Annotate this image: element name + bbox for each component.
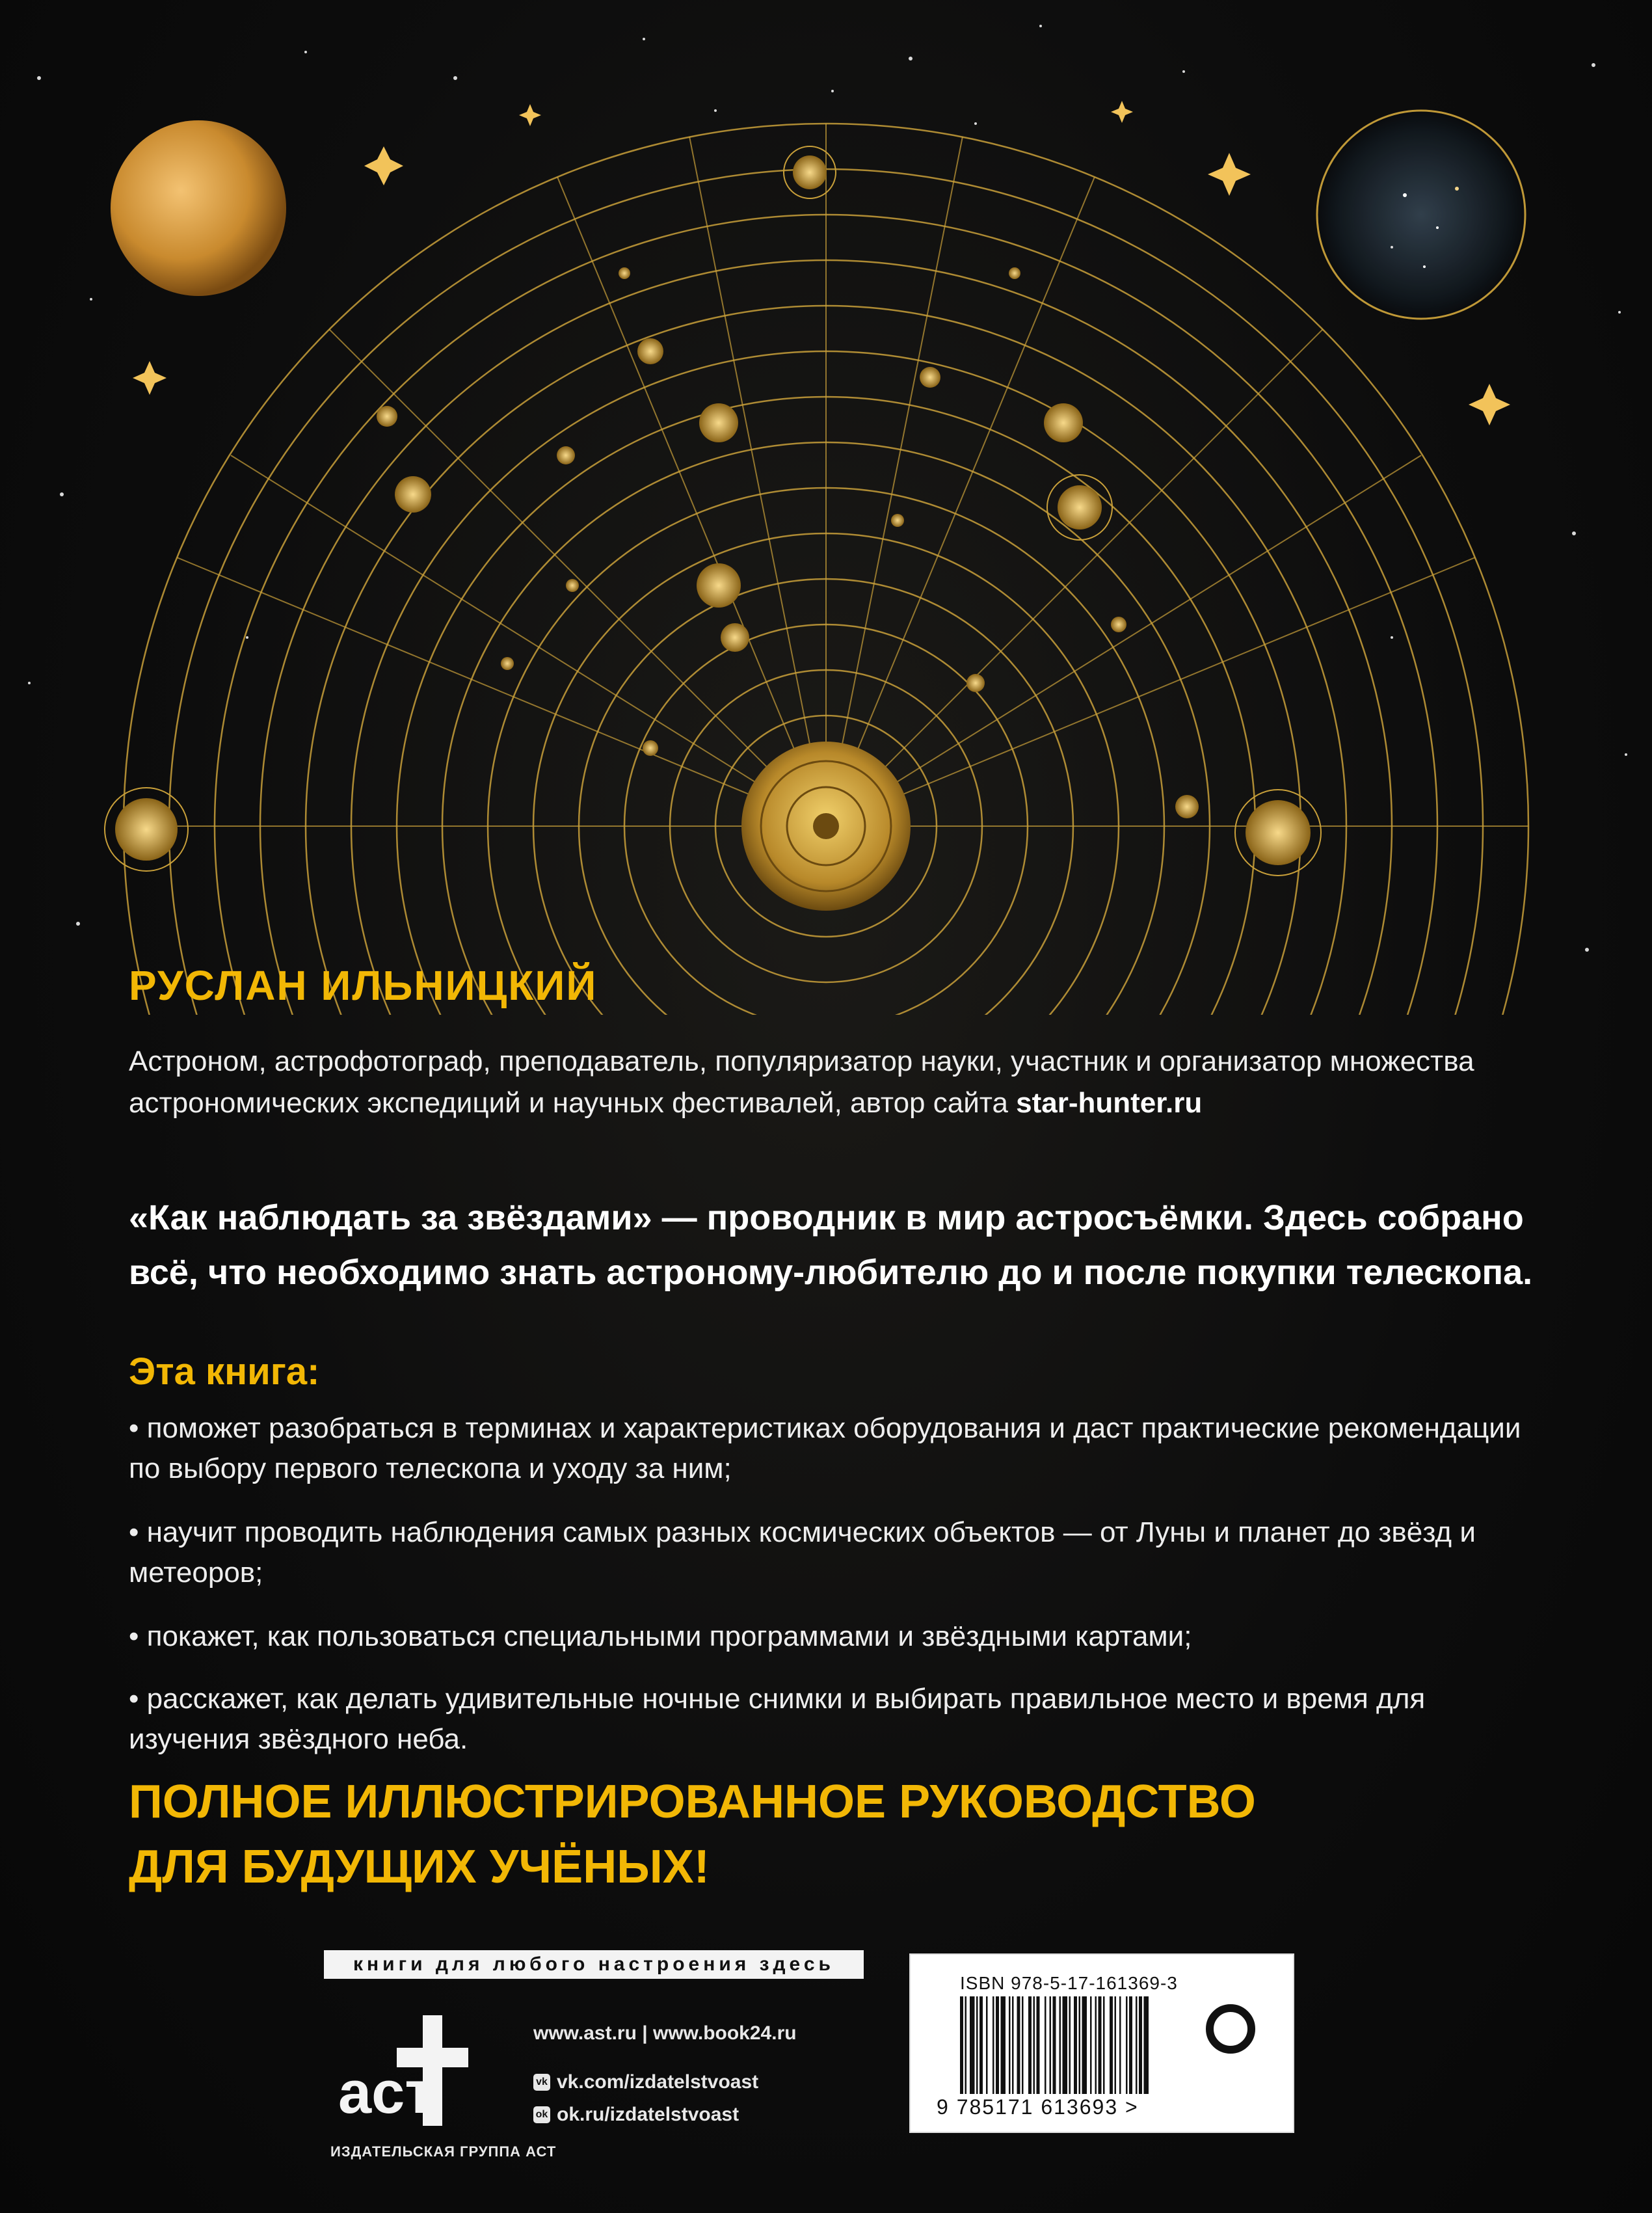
author-name: РУСЛАН ИЛЬНИЦКИЙ [129, 962, 598, 1009]
ring-logo-icon [1206, 2004, 1255, 2054]
publisher-name: ИЗДАТЕЛЬСКАЯ ГРУППА АСТ [330, 2143, 557, 2160]
book-intro: «Как наблюдать за звёздами» — проводник в мир астросъёмки. Здесь собрано всё, что необходимо знать астроному-любителю до и после покупки телескопа. [129, 1198, 1533, 1292]
vk-icon: vk [533, 2074, 550, 2091]
sun-disc [741, 742, 911, 911]
author-bio [129, 1041, 1547, 1124]
vk-link[interactable] [533, 2066, 797, 2099]
author-site: star-hunter.ru [1016, 1087, 1203, 1119]
ok-icon: ok [533, 2106, 550, 2123]
websites-link[interactable]: www.ast.ru | www.book24.ru [533, 2022, 797, 2044]
slogan-line-1: ПОЛНОЕ ИЛЛЮСТРИРОВАННОЕ РУКОВОДСТВО [129, 1776, 1256, 1828]
barcode [960, 1996, 1207, 2094]
book-features-heading: Эта книга: [129, 1350, 320, 1393]
isbn-number: ISBN 978-5-17-161369-3 [960, 1973, 1178, 1993]
list-item: • расскажет, как делать удивительные ночные снимки и выбирать правильное место и время для изучения звёздного неба. [129, 1683, 1426, 1755]
barcode-digits: 9 785171 613693 > [937, 2095, 1139, 2119]
list-item: • покажет, как пользоваться специальными программами и звёздными картами; [129, 1620, 1192, 1652]
isbn-barcode-box [909, 1953, 1294, 2133]
publisher-links [533, 2014, 797, 2131]
list-item: • поможет разобраться в терминах и характеристиках оборудования и даст практические рекомендации по выбору первого телескопа и уходу за ним; [129, 1412, 1521, 1484]
author-bio-text: Астроном, астрофотограф, преподаватель, популяризатор науки, участник и организатор множества астрономических экспедиций и научных фестивалей, автор сайта [129, 1045, 1474, 1119]
ast-logo [325, 2002, 507, 2139]
celestial-map-illustration [0, 0, 1652, 1015]
ok-link-text: ok.ru/izdatelstvoast [557, 2104, 739, 2125]
book-features-list [129, 1408, 1547, 1782]
mars-planet [111, 120, 286, 296]
nebula-globe [1317, 111, 1525, 319]
slogan-line-2: ДЛЯ БУДУЩИХ УЧЁНЫХ! [129, 1841, 710, 1893]
ast-logo-text: аст [338, 2059, 434, 2126]
slogan [129, 1769, 1560, 1899]
list-item: • научит проводить наблюдения самых разных космических объектов — от Луны и планет до звёзд и метеоров; [129, 1516, 1476, 1589]
publisher-tagline: книги для любого настроения здесь [324, 1950, 864, 1979]
ok-link[interactable] [533, 2099, 797, 2131]
vk-link-text: vk.com/izdatelstvoast [557, 2071, 759, 2093]
